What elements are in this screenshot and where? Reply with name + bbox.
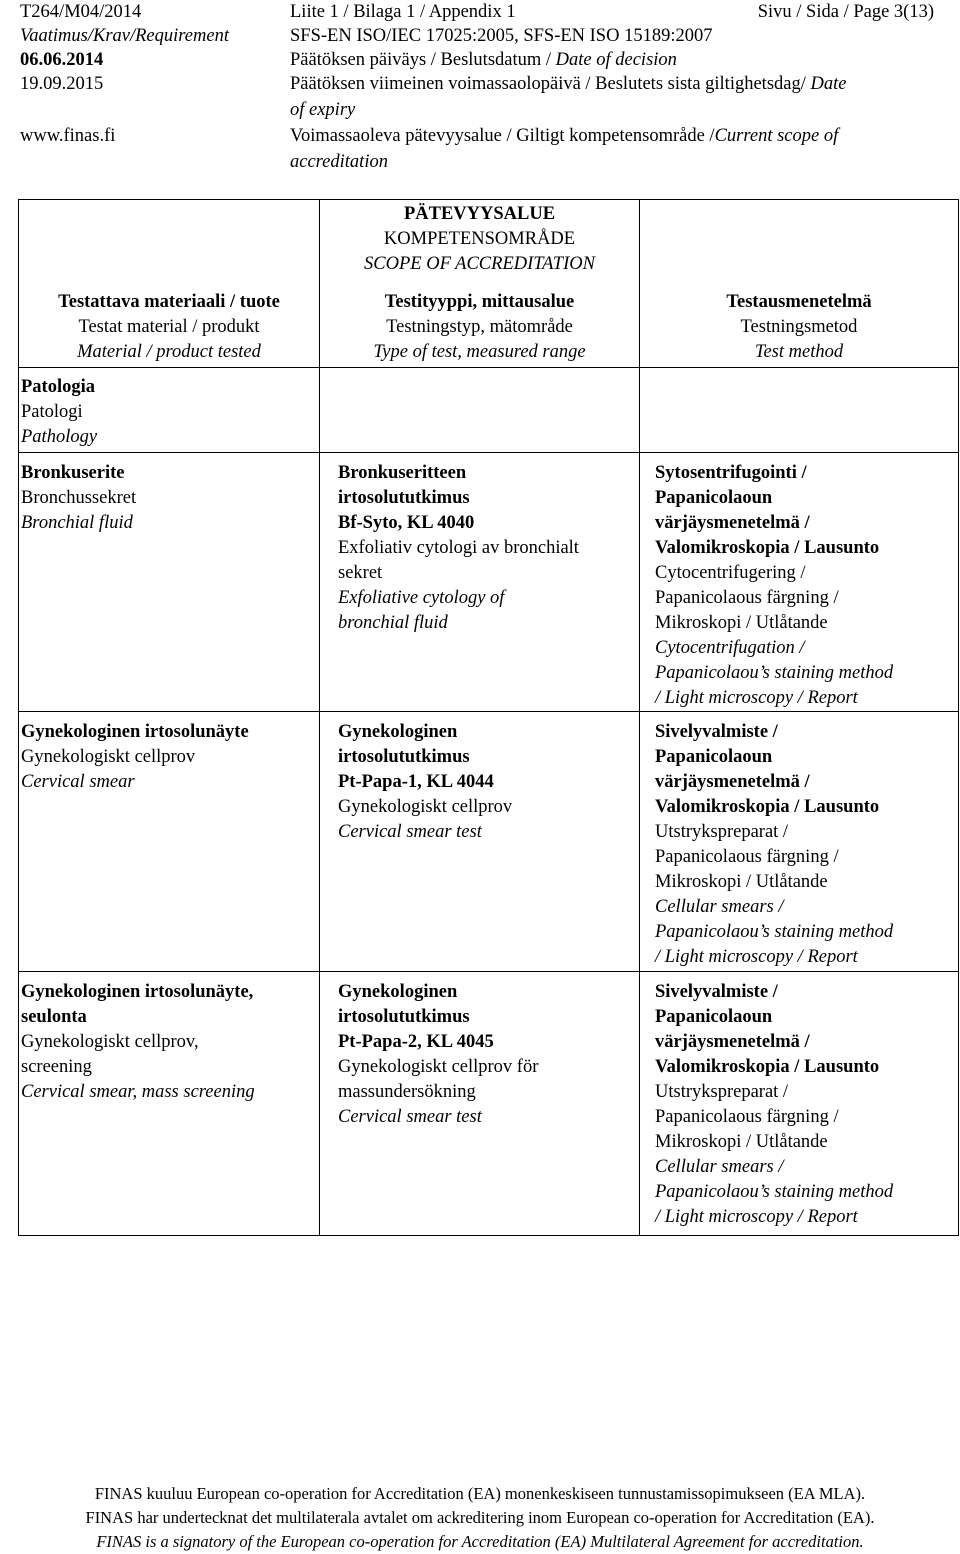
test-fi: irtosolututkimus bbox=[338, 488, 470, 508]
method-fi: Papanicolaoun bbox=[655, 488, 773, 508]
test-en: Cervical smear test bbox=[338, 822, 482, 842]
method-sv: Papanicolaous färgning / bbox=[655, 847, 839, 867]
method-sv: Cytocentrifugering / bbox=[655, 563, 806, 583]
method-cell bbox=[640, 712, 959, 972]
section-sv: Patologi bbox=[21, 402, 83, 422]
method-fi: Valomikroskopia / Lausunto bbox=[655, 538, 880, 558]
col2-header-sv: Testningstyp, mätområde bbox=[386, 317, 573, 337]
decision-label: Päätöksen päiväys / Beslutsdatum / Date of decision bbox=[290, 50, 677, 70]
section-fi: Patologia bbox=[21, 377, 95, 397]
appendix-label: Liite 1 / Bilaga 1 / Appendix 1 bbox=[290, 2, 516, 22]
page-number: Sivu / Sida / Page 3(13) bbox=[757, 2, 934, 22]
test-cell bbox=[320, 972, 640, 1236]
col1-header-sv: Testat material / produkt bbox=[78, 317, 260, 337]
test-sv: massundersökning bbox=[338, 1082, 476, 1102]
col3-header-cell bbox=[640, 200, 959, 368]
footer-line-sv: FINAS har undertecknat det multilaterala avtalet om ackreditering inom European co-operation for Accreditation (EA). bbox=[85, 1508, 875, 1527]
material-cell bbox=[19, 453, 320, 712]
section-row bbox=[19, 368, 959, 453]
table-row bbox=[19, 453, 959, 712]
section-empty-cell bbox=[320, 368, 640, 453]
col1-header-en: Material / product tested bbox=[77, 342, 261, 362]
method-en: Papanicolaou’s staining method bbox=[655, 663, 894, 683]
material-en: Bronchial fluid bbox=[21, 513, 133, 533]
test-sv: Gynekologiskt cellprov bbox=[338, 797, 513, 817]
expiry-date: 19.09.2015 bbox=[20, 74, 104, 94]
test-cell bbox=[320, 712, 640, 972]
method-en: Papanicolaou’s staining method bbox=[655, 922, 894, 942]
table-header-row bbox=[19, 200, 959, 368]
doc-id: T264/M04/2014 bbox=[20, 2, 142, 22]
material-en: Cervical smear bbox=[21, 772, 135, 792]
test-fi: Bronkuseritteen bbox=[338, 463, 467, 483]
method-sv: Mikroskopi / Utlåtande bbox=[655, 613, 828, 633]
col1-header-fi: Testattava materiaali / tuote bbox=[58, 292, 280, 312]
scope-label: Voimassaoleva pätevyysalue / Giltigt kompetensområde /Current scope of bbox=[290, 126, 839, 146]
method-fi: värjäysmenetelmä / bbox=[655, 1032, 810, 1052]
test-en: bronchial fluid bbox=[338, 613, 448, 633]
footer-line-en: FINAS is a signatory of the European co-operation for Accreditation (EA) Multilateral Agreement for accreditation. bbox=[96, 1532, 864, 1551]
method-sv: Utstrykspreparat / bbox=[655, 1082, 789, 1102]
section-en: Pathology bbox=[21, 427, 98, 447]
method-en: Cellular smears / bbox=[655, 897, 784, 917]
method-en: / Light microscopy / Report bbox=[655, 1207, 858, 1227]
test-sv: sekret bbox=[338, 563, 383, 583]
method-fi: värjäysmenetelmä / bbox=[655, 513, 810, 533]
table-row bbox=[19, 972, 959, 1236]
test-code: Bf-Syto, KL 4040 bbox=[338, 513, 475, 533]
material-fi: Gynekologinen irtosolunäyte, bbox=[21, 982, 254, 1002]
website-link[interactable]: www.finas.fi bbox=[20, 126, 116, 146]
footer-line-fi: FINAS kuuluu European co-operation for Accreditation (EA) monenkeskiseen tunnustamissopimukseen (EA MLA). bbox=[94, 1484, 866, 1503]
method-en: / Light microscopy / Report bbox=[655, 947, 858, 967]
material-fi: seulonta bbox=[21, 1007, 87, 1027]
method-sv: Utstrykspreparat / bbox=[655, 822, 789, 842]
expiry-label: Päätöksen viimeinen voimassaolopäivä / Beslutets sista giltighetsdag/ Date bbox=[290, 74, 847, 94]
test-fi: irtosolututkimus bbox=[338, 747, 470, 767]
method-sv: Papanicolaous färgning / bbox=[655, 588, 839, 608]
decision-date: 06.06.2014 bbox=[20, 50, 104, 70]
material-sv: Gynekologiskt cellprov, bbox=[21, 1032, 199, 1052]
material-sv: Bronchussekret bbox=[21, 488, 137, 508]
material-sv: Gynekologiskt cellprov bbox=[21, 747, 196, 767]
test-fi: irtosolututkimus bbox=[338, 1007, 470, 1027]
test-cell bbox=[320, 453, 640, 712]
method-fi: Valomikroskopia / Lausunto bbox=[655, 1057, 880, 1077]
method-fi: Sytosentrifugointi / bbox=[655, 463, 807, 483]
section-empty-cell bbox=[640, 368, 959, 453]
method-fi: Sivelyvalmiste / bbox=[655, 722, 778, 742]
test-code: Pt-Papa-2, KL 4045 bbox=[338, 1032, 494, 1052]
method-fi: värjäysmenetelmä / bbox=[655, 772, 810, 792]
test-code: Pt-Papa-1, KL 4044 bbox=[338, 772, 494, 792]
material-fi: Gynekologinen irtosolunäyte bbox=[21, 722, 249, 742]
method-sv: Mikroskopi / Utlåtande bbox=[655, 872, 828, 892]
method-fi: Sivelyvalmiste / bbox=[655, 982, 778, 1002]
expiry-label-cont: of expiry bbox=[290, 100, 356, 120]
requirement-value: SFS-EN ISO/IEC 17025:2005, SFS-EN ISO 15189:2007 bbox=[290, 26, 713, 46]
col2-header-cell bbox=[320, 200, 640, 368]
material-fi: Bronkuserite bbox=[21, 463, 125, 483]
scope-title-en: SCOPE OF ACCREDITATION bbox=[364, 254, 595, 274]
col3-header-fi: Testausmenetelmä bbox=[726, 292, 872, 312]
section-cell bbox=[19, 368, 320, 453]
test-fi: Gynekologinen bbox=[338, 722, 458, 742]
method-fi: Valomikroskopia / Lausunto bbox=[655, 797, 880, 817]
scope-label-cont: accreditation bbox=[290, 152, 388, 172]
test-sv: Exfoliativ cytologi av bronchialt bbox=[338, 538, 579, 558]
col1-header-cell bbox=[19, 200, 320, 368]
method-en: Cytocentrifugation / bbox=[655, 638, 805, 658]
requirement-label: Vaatimus/Krav/Requirement bbox=[20, 26, 229, 46]
scope-table bbox=[18, 199, 959, 1236]
col3-header-en: Test method bbox=[754, 342, 844, 362]
test-en: Cervical smear test bbox=[338, 1107, 482, 1127]
method-sv: Mikroskopi / Utlåtande bbox=[655, 1132, 828, 1152]
method-cell bbox=[640, 972, 959, 1236]
method-cell bbox=[640, 453, 959, 712]
method-fi: Papanicolaoun bbox=[655, 1007, 773, 1027]
col2-header-fi: Testityyppi, mittausalue bbox=[384, 292, 575, 312]
test-en: Exfoliative cytology of bbox=[338, 588, 505, 608]
test-sv: Gynekologiskt cellprov för bbox=[338, 1057, 539, 1077]
col3-header-sv: Testningsmetod bbox=[740, 317, 858, 337]
material-en: Cervical smear, mass screening bbox=[21, 1082, 255, 1102]
scope-title-fi: PÄTEVYYSALUE bbox=[403, 204, 556, 224]
method-en: Papanicolaou’s staining method bbox=[655, 1182, 894, 1202]
method-sv: Papanicolaous färgning / bbox=[655, 1107, 839, 1127]
method-en: Cellular smears / bbox=[655, 1157, 784, 1177]
material-sv: screening bbox=[21, 1057, 92, 1077]
method-fi: Papanicolaoun bbox=[655, 747, 773, 767]
scope-title-sv: KOMPETENSOMRÅDE bbox=[383, 229, 576, 249]
material-cell bbox=[19, 712, 320, 972]
table-row bbox=[19, 712, 959, 972]
test-fi: Gynekologinen bbox=[338, 982, 458, 1002]
material-cell bbox=[19, 972, 320, 1236]
col2-header-en: Type of test, measured range bbox=[373, 342, 586, 362]
method-en: / Light microscopy / Report bbox=[655, 688, 858, 708]
